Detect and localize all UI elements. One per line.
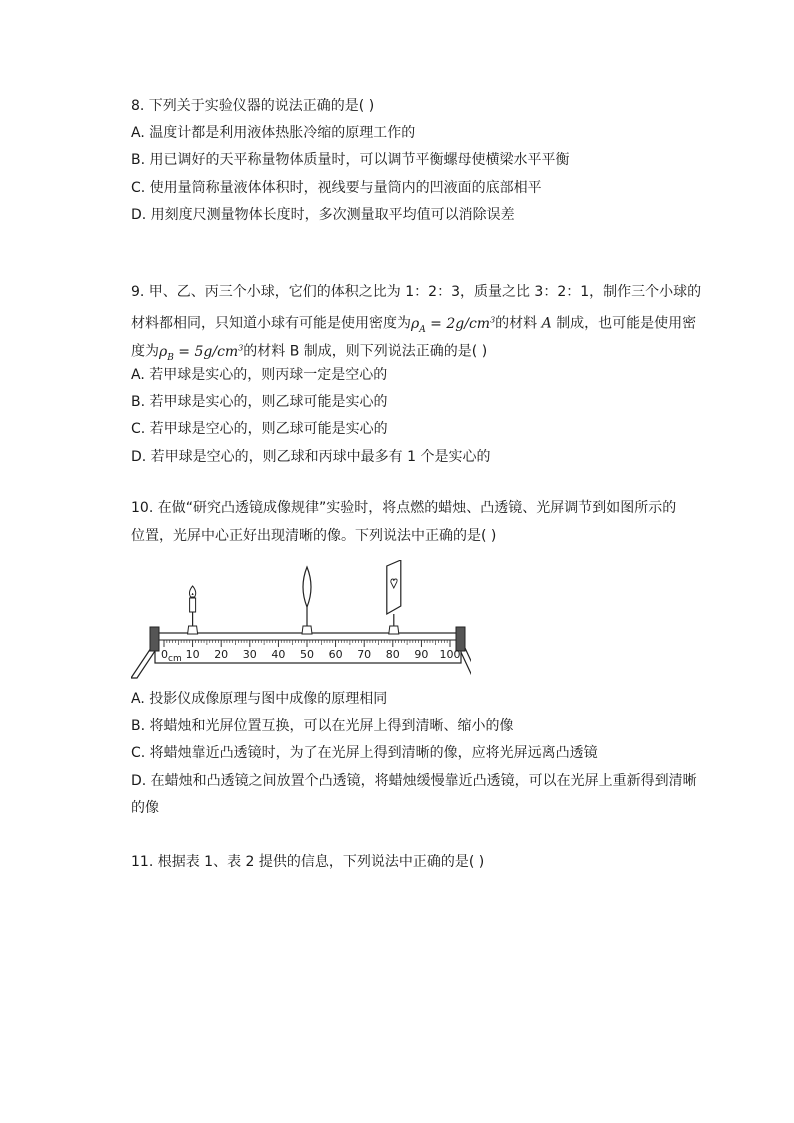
- scale-label: 60: [328, 648, 343, 661]
- scale-label: 100: [439, 648, 461, 661]
- zero-label: 0: [161, 648, 168, 661]
- candle-holder: [188, 626, 198, 634]
- scale-label: 80: [385, 648, 400, 661]
- lens-body: [303, 567, 311, 607]
- bench-left-leg: [131, 648, 157, 678]
- q9-option-a: A. 若甲球是实心的，则丙球一定是空心的: [131, 367, 388, 383]
- q11-stem: 11. 根据表 1、表 2 提供的信息，下列说法中正确的是( ): [131, 854, 485, 870]
- q9-stem-line1: 9. 甲、乙、丙三个小球，它们的体积之比为 1：2：3，质量之比 3：2：1，制作三个小球的: [131, 284, 702, 300]
- lens-holder: [302, 626, 312, 634]
- screen-holder: [389, 626, 399, 634]
- optical-bench-figure: [131, 560, 471, 680]
- q8-option-c: C. 使用量筒称量液体体积时，视线要与量筒内的凹液面的底部相平: [131, 180, 542, 196]
- rho-a-formula: $\rho_A = 2g/cm^3$: [411, 315, 496, 335]
- q9-option-c: C. 若甲球是空心的，则乙球可能是实心的: [131, 421, 388, 437]
- q10-option-c: C. 将蜡烛靠近凸透镜时，为了在光屏上得到清晰的像，应将光屏远离凸透镜: [131, 745, 598, 761]
- q10-stem-line2: 位置，光屏中心正好出现清晰的像。下列说法中正确的是( ): [131, 528, 497, 544]
- q8-option-a: A. 温度计都是利用液体热胀冷缩的原理工作的: [131, 125, 416, 141]
- unit-label: cm: [168, 654, 182, 664]
- q9-option-d: D. 若甲球是空心的，则乙球和丙球中最多有 1 个是实心的: [131, 449, 491, 465]
- q10-option-a: A. 投影仪成像原理与图中成像的原理相同: [131, 691, 388, 707]
- q9-stem-line2: 材料都相同，只知道小球有可能是使用密度为$\rho_A = 2g/cm^3$的材料 A 制成，也可能是使用密: [131, 315, 697, 335]
- scale-label: 90: [414, 648, 429, 661]
- q10-stem-line1: 10. 在做“研究凸透镜成像规律”实验时，将点燃的蜡烛、凸透镜、光屏调节到如图所示的: [131, 500, 677, 516]
- candle-flame: [189, 586, 195, 597]
- convex-lens: [302, 567, 312, 634]
- q9-option-b: B. 若甲球是实心的，则乙球可能是实心的: [131, 394, 388, 410]
- q10-option-d-line2: 的像: [131, 800, 159, 816]
- scale-label: 10: [185, 648, 200, 661]
- scale-label: 20: [214, 648, 229, 661]
- candle: [188, 586, 198, 634]
- bench-left-stop: [150, 627, 159, 651]
- light-screen: [387, 560, 401, 634]
- q8-stem: 8. 下列关于实验仪器的说法正确的是( ): [131, 98, 375, 114]
- scale-label: 70: [357, 648, 372, 661]
- scale-label: 40: [271, 648, 286, 661]
- q10-option-b: B. 将蜡烛和光屏位置互换，可以在光屏上得到清晰、缩小的像: [131, 718, 514, 734]
- q8-option-d: D. 用刻度尺测量物体长度时，多次测量取平均值可以消除误差: [131, 207, 515, 223]
- q9-stem-line3: 度为$\rho_B = 5g/cm^3$的材料 B 制成，则下列说法正确的是( ): [131, 343, 488, 363]
- scale-label: 50: [300, 648, 314, 661]
- q8-option-b: B. 用已调好的天平称量物体质量时，可以调节平衡螺母使横梁水平平衡: [131, 152, 570, 168]
- rho-b-formula: $\rho_B = 5g/cm^3$: [159, 343, 244, 363]
- scale-label: 30: [242, 648, 257, 661]
- q10-option-d-line1: D. 在蜡烛和凸透镜之间放置个凸透镜，将蜡烛缓慢靠近凸透镜，可以在光屏上重新得到清晰: [131, 773, 697, 789]
- candle-body: [190, 598, 196, 612]
